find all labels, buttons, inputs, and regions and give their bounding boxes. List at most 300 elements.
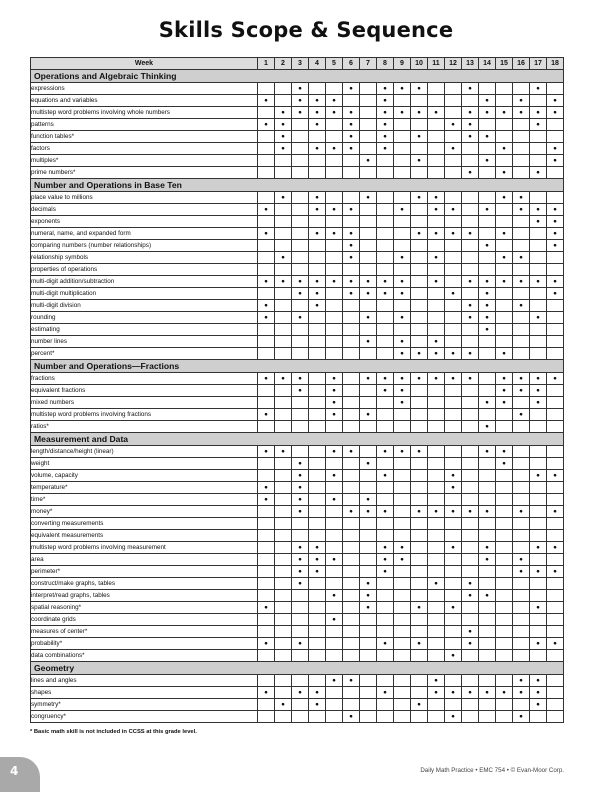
week-cell-empty <box>343 699 360 711</box>
week-cell-empty <box>479 409 496 421</box>
week-cell-empty <box>343 385 360 397</box>
week-mark-dot: ● <box>360 506 377 518</box>
week-cell-empty <box>462 614 479 626</box>
week-cell-empty <box>462 336 479 348</box>
week-cell-empty <box>428 83 445 95</box>
week-cell-empty <box>411 312 428 324</box>
week-cell-empty <box>326 216 343 228</box>
week-mark-dot: ● <box>377 506 394 518</box>
week-cell-empty <box>428 143 445 155</box>
table-row <box>31 228 564 240</box>
week-cell-empty <box>360 421 377 433</box>
week-mark-dot: ● <box>428 228 445 240</box>
week-cell-empty <box>394 506 411 518</box>
week-cell-empty <box>360 554 377 566</box>
week-cell-empty <box>445 494 462 506</box>
week-mark-dot: ● <box>479 554 496 566</box>
week-cell-empty <box>513 626 530 638</box>
week-mark-dot: ● <box>360 288 377 300</box>
week-mark-dot: ● <box>445 602 462 614</box>
week-mark-dot: ● <box>343 276 360 288</box>
week-cell-empty <box>326 602 343 614</box>
week-header-10: 10 <box>411 58 428 70</box>
week-cell-empty <box>394 470 411 482</box>
week-mark-dot: ● <box>462 83 479 95</box>
week-mark-dot: ● <box>292 482 309 494</box>
week-cell-empty <box>547 421 564 433</box>
week-cell-empty <box>377 300 394 312</box>
week-mark-dot: ● <box>445 288 462 300</box>
week-cell-empty <box>292 602 309 614</box>
week-cell-empty <box>394 167 411 179</box>
week-cell-empty <box>496 421 513 433</box>
week-mark-dot: ● <box>530 312 547 324</box>
week-mark-dot: ● <box>496 397 513 409</box>
table-row <box>31 95 564 107</box>
table-row <box>31 590 564 602</box>
week-cell-empty <box>292 264 309 276</box>
week-mark-dot: ● <box>479 107 496 119</box>
week-cell-empty <box>343 409 360 421</box>
week-cell-empty <box>496 264 513 276</box>
week-cell-empty <box>360 711 377 723</box>
week-cell-empty <box>275 494 292 506</box>
week-cell-empty <box>530 530 547 542</box>
week-mark-dot: ● <box>411 638 428 650</box>
week-mark-dot: ● <box>343 83 360 95</box>
week-cell-empty <box>360 385 377 397</box>
week-header-1: 1 <box>258 58 275 70</box>
week-cell-empty <box>530 95 547 107</box>
week-mark-dot: ● <box>309 119 326 131</box>
week-cell-empty <box>360 446 377 458</box>
week-cell-empty <box>360 470 377 482</box>
week-cell-empty <box>496 336 513 348</box>
week-mark-dot: ● <box>462 312 479 324</box>
week-cell-empty <box>547 324 564 336</box>
week-mark-dot: ● <box>394 276 411 288</box>
week-cell-empty <box>513 482 530 494</box>
week-header-17: 17 <box>530 58 547 70</box>
week-cell-empty <box>513 421 530 433</box>
week-mark-dot: ● <box>547 143 564 155</box>
week-mark-dot: ● <box>547 470 564 482</box>
week-cell-empty <box>258 626 275 638</box>
week-cell-empty <box>445 240 462 252</box>
week-mark-dot: ● <box>462 119 479 131</box>
section-heading: Number and Operations in Base Ten <box>31 179 564 192</box>
week-mark-dot: ● <box>530 373 547 385</box>
week-mark-dot: ● <box>513 409 530 421</box>
week-mark-dot: ● <box>428 276 445 288</box>
week-mark-dot: ● <box>326 470 343 482</box>
section-heading: Number and Operations—Fractions <box>31 360 564 373</box>
week-cell-empty <box>496 566 513 578</box>
week-cell-empty <box>428 264 445 276</box>
week-cell-empty <box>547 446 564 458</box>
week-mark-dot: ● <box>445 506 462 518</box>
week-mark-dot: ● <box>462 276 479 288</box>
week-cell-empty <box>292 240 309 252</box>
week-mark-dot: ● <box>479 590 496 602</box>
week-mark-dot: ● <box>275 131 292 143</box>
week-cell-empty <box>428 530 445 542</box>
week-cell-empty <box>411 542 428 554</box>
table-row <box>31 578 564 590</box>
week-cell-empty <box>547 602 564 614</box>
week-mark-dot: ● <box>292 276 309 288</box>
week-cell-empty <box>445 312 462 324</box>
week-mark-dot: ● <box>258 687 275 699</box>
table-row <box>31 554 564 566</box>
week-cell-empty <box>377 482 394 494</box>
week-cell-empty <box>479 602 496 614</box>
week-cell-empty <box>394 95 411 107</box>
week-cell-empty <box>479 650 496 662</box>
week-cell-empty <box>496 530 513 542</box>
week-cell-empty <box>547 119 564 131</box>
page-number: 4 <box>10 764 19 778</box>
week-mark-dot: ● <box>547 240 564 252</box>
week-mark-dot: ● <box>258 482 275 494</box>
week-cell-empty <box>462 470 479 482</box>
week-mark-dot: ● <box>292 312 309 324</box>
week-cell-empty <box>530 494 547 506</box>
week-cell-empty <box>394 192 411 204</box>
skill-label: multi-digit division <box>31 300 258 312</box>
week-cell-empty <box>309 494 326 506</box>
week-cell-empty <box>394 155 411 167</box>
week-cell-empty <box>513 264 530 276</box>
week-mark-dot: ● <box>292 458 309 470</box>
week-cell-empty <box>462 446 479 458</box>
week-mark-dot: ● <box>496 458 513 470</box>
week-cell-empty <box>513 397 530 409</box>
week-cell-empty <box>360 566 377 578</box>
week-mark-dot: ● <box>292 578 309 590</box>
week-mark-dot: ● <box>377 446 394 458</box>
week-cell-empty <box>479 699 496 711</box>
week-mark-dot: ● <box>496 252 513 264</box>
week-mark-dot: ● <box>394 348 411 360</box>
week-cell-empty <box>462 192 479 204</box>
week-mark-dot: ● <box>496 276 513 288</box>
week-mark-dot: ● <box>309 699 326 711</box>
week-cell-empty <box>258 470 275 482</box>
week-mark-dot: ● <box>411 446 428 458</box>
week-cell-empty <box>360 699 377 711</box>
week-mark-dot: ● <box>428 373 445 385</box>
week-mark-dot: ● <box>360 312 377 324</box>
week-cell-empty <box>275 421 292 433</box>
week-mark-dot: ● <box>428 675 445 687</box>
week-cell-empty <box>326 638 343 650</box>
week-cell-empty <box>377 264 394 276</box>
week-cell-empty <box>394 602 411 614</box>
week-mark-dot: ● <box>445 482 462 494</box>
week-mark-dot: ● <box>530 397 547 409</box>
week-cell-empty <box>445 518 462 530</box>
week-cell-empty <box>530 421 547 433</box>
week-mark-dot: ● <box>445 119 462 131</box>
week-mark-dot: ● <box>445 650 462 662</box>
week-cell-empty <box>394 143 411 155</box>
week-cell-empty <box>394 578 411 590</box>
week-cell-empty <box>496 119 513 131</box>
week-mark-dot: ● <box>547 542 564 554</box>
week-mark-dot: ● <box>547 216 564 228</box>
week-mark-dot: ● <box>530 276 547 288</box>
week-cell-empty <box>496 542 513 554</box>
page-number-tab <box>0 757 40 792</box>
week-cell-empty <box>428 566 445 578</box>
week-mark-dot: ● <box>309 143 326 155</box>
week-cell-empty <box>547 482 564 494</box>
week-cell-empty <box>326 167 343 179</box>
week-mark-dot: ● <box>530 167 547 179</box>
week-cell-empty <box>377 252 394 264</box>
week-cell-empty <box>309 530 326 542</box>
week-cell-empty <box>258 252 275 264</box>
table-row <box>31 494 564 506</box>
table-row <box>31 711 564 723</box>
table-row <box>31 566 564 578</box>
week-cell-empty <box>394 638 411 650</box>
week-cell-empty <box>411 385 428 397</box>
week-cell-empty <box>479 530 496 542</box>
table-row <box>31 155 564 167</box>
week-cell-empty <box>326 687 343 699</box>
week-mark-dot: ● <box>377 107 394 119</box>
week-cell-empty <box>394 228 411 240</box>
week-cell-empty <box>377 518 394 530</box>
week-cell-empty <box>513 143 530 155</box>
section-heading: Measurement and Data <box>31 433 564 446</box>
skill-label: construct/make graphs, tables <box>31 578 258 590</box>
week-cell-empty <box>530 409 547 421</box>
section-row <box>31 179 564 192</box>
week-mark-dot: ● <box>547 638 564 650</box>
week-cell-empty <box>547 83 564 95</box>
week-cell-empty <box>547 626 564 638</box>
week-mark-dot: ● <box>360 192 377 204</box>
skill-label: time* <box>31 494 258 506</box>
week-cell-empty <box>445 216 462 228</box>
week-cell-empty <box>275 264 292 276</box>
week-cell-empty <box>275 216 292 228</box>
week-mark-dot: ● <box>479 312 496 324</box>
week-mark-dot: ● <box>428 578 445 590</box>
week-cell-empty <box>479 119 496 131</box>
week-cell-empty <box>360 167 377 179</box>
week-cell-empty <box>462 482 479 494</box>
week-cell-empty <box>275 167 292 179</box>
week-mark-dot: ● <box>377 373 394 385</box>
week-cell-empty <box>258 348 275 360</box>
week-cell-empty <box>292 324 309 336</box>
week-mark-dot: ● <box>377 542 394 554</box>
week-cell-empty <box>411 530 428 542</box>
week-cell-empty <box>496 494 513 506</box>
week-mark-dot: ● <box>479 95 496 107</box>
table-row <box>31 614 564 626</box>
week-cell-empty <box>343 554 360 566</box>
skill-label: factors <box>31 143 258 155</box>
skill-label: relationship symbols <box>31 252 258 264</box>
week-cell-empty <box>394 131 411 143</box>
table-row <box>31 397 564 409</box>
week-cell-empty <box>428 650 445 662</box>
week-cell-empty <box>462 216 479 228</box>
week-mark-dot: ● <box>292 506 309 518</box>
week-cell-empty <box>326 336 343 348</box>
week-mark-dot: ● <box>309 276 326 288</box>
week-cell-empty <box>394 216 411 228</box>
week-cell-empty <box>309 409 326 421</box>
week-cell-empty <box>275 614 292 626</box>
week-cell-empty <box>394 518 411 530</box>
week-mark-dot: ● <box>275 373 292 385</box>
week-cell-empty <box>530 336 547 348</box>
week-cell-empty <box>411 590 428 602</box>
week-cell-empty <box>377 421 394 433</box>
week-mark-dot: ● <box>258 602 275 614</box>
week-cell-empty <box>428 542 445 554</box>
week-cell-empty <box>513 638 530 650</box>
week-mark-dot: ● <box>513 95 530 107</box>
week-cell-empty <box>258 131 275 143</box>
week-cell-empty <box>496 518 513 530</box>
week-mark-dot: ● <box>275 446 292 458</box>
week-cell-empty <box>275 626 292 638</box>
week-cell-empty <box>326 482 343 494</box>
week-cell-empty <box>513 542 530 554</box>
week-cell-empty <box>530 506 547 518</box>
skill-label: converting measurements <box>31 518 258 530</box>
week-cell-empty <box>258 699 275 711</box>
table-row <box>31 385 564 397</box>
week-cell-empty <box>326 348 343 360</box>
week-cell-empty <box>445 95 462 107</box>
table-row <box>31 312 564 324</box>
week-cell-empty <box>411 614 428 626</box>
week-mark-dot: ● <box>496 687 513 699</box>
week-cell-empty <box>258 155 275 167</box>
week-cell-empty <box>258 167 275 179</box>
week-cell-empty <box>377 409 394 421</box>
week-mark-dot: ● <box>394 554 411 566</box>
week-cell-empty <box>309 240 326 252</box>
week-cell-empty <box>275 397 292 409</box>
week-cell-empty <box>394 300 411 312</box>
week-header-11: 11 <box>428 58 445 70</box>
week-cell-empty <box>377 216 394 228</box>
week-cell-empty <box>462 324 479 336</box>
week-cell-empty <box>258 324 275 336</box>
week-mark-dot: ● <box>445 143 462 155</box>
week-mark-dot: ● <box>496 348 513 360</box>
skill-label: symmetry* <box>31 699 258 711</box>
week-cell-empty <box>377 650 394 662</box>
week-mark-dot: ● <box>377 131 394 143</box>
week-mark-dot: ● <box>275 276 292 288</box>
week-cell-empty <box>343 482 360 494</box>
week-cell-empty <box>275 312 292 324</box>
skill-label: equivalent measurements <box>31 530 258 542</box>
week-cell-empty <box>411 566 428 578</box>
week-cell-empty <box>496 578 513 590</box>
week-cell-empty <box>496 675 513 687</box>
week-mark-dot: ● <box>479 687 496 699</box>
week-mark-dot: ● <box>394 312 411 324</box>
week-cell-empty <box>479 83 496 95</box>
week-cell-empty <box>479 675 496 687</box>
week-cell-empty <box>377 312 394 324</box>
week-cell-empty <box>292 119 309 131</box>
table-row <box>31 324 564 336</box>
table-row <box>31 373 564 385</box>
week-mark-dot: ● <box>513 300 530 312</box>
week-cell-empty <box>258 566 275 578</box>
week-cell-empty <box>547 409 564 421</box>
week-cell-empty <box>326 324 343 336</box>
week-cell-empty <box>530 143 547 155</box>
week-mark-dot: ● <box>496 446 513 458</box>
week-mark-dot: ● <box>479 506 496 518</box>
week-mark-dot: ● <box>411 602 428 614</box>
week-cell-empty <box>292 590 309 602</box>
week-cell-empty <box>479 348 496 360</box>
week-mark-dot: ● <box>275 252 292 264</box>
week-cell-empty <box>292 131 309 143</box>
skill-label: spatial reasoning* <box>31 602 258 614</box>
week-cell-empty <box>462 458 479 470</box>
week-cell-empty <box>343 348 360 360</box>
table-row <box>31 638 564 650</box>
table-row <box>31 470 564 482</box>
week-cell-empty <box>360 348 377 360</box>
week-cell-empty <box>292 216 309 228</box>
week-mark-dot: ● <box>462 373 479 385</box>
week-cell-empty <box>428 470 445 482</box>
week-cell-empty <box>530 348 547 360</box>
week-cell-empty <box>292 699 309 711</box>
week-cell-empty <box>360 119 377 131</box>
week-cell-empty <box>343 566 360 578</box>
week-mark-dot: ● <box>360 578 377 590</box>
week-cell-empty <box>343 470 360 482</box>
week-cell-empty <box>513 446 530 458</box>
week-cell-empty <box>394 409 411 421</box>
week-cell-empty <box>479 228 496 240</box>
week-mark-dot: ● <box>445 687 462 699</box>
week-mark-dot: ● <box>377 143 394 155</box>
week-mark-dot: ● <box>309 228 326 240</box>
week-cell-empty <box>530 650 547 662</box>
week-mark-dot: ● <box>326 397 343 409</box>
week-mark-dot: ● <box>411 83 428 95</box>
week-cell-empty <box>428 324 445 336</box>
table-row <box>31 107 564 119</box>
week-cell-empty <box>530 288 547 300</box>
publisher-credit: Daily Math Practice • EMC 754 • © Evan-Moor Corp. <box>420 767 564 774</box>
week-mark-dot: ● <box>411 699 428 711</box>
week-cell-empty <box>445 397 462 409</box>
week-cell-empty <box>428 155 445 167</box>
week-cell-empty <box>445 167 462 179</box>
week-cell-empty <box>309 348 326 360</box>
week-mark-dot: ● <box>411 192 428 204</box>
